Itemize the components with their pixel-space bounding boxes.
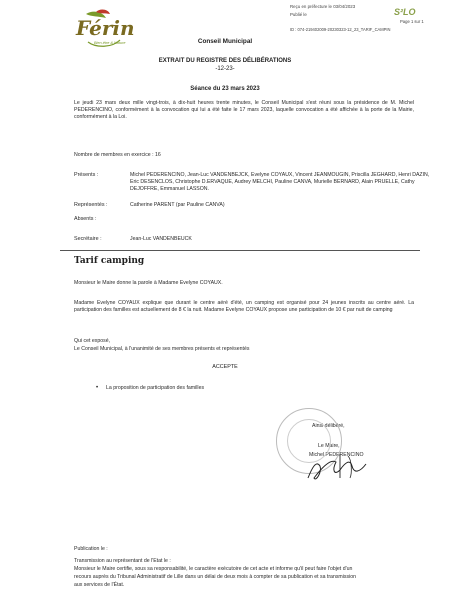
signature-line-2: Le Maire,	[318, 443, 340, 449]
secretary-label: Secrétaire :	[74, 236, 102, 242]
body-paragraph-2: Madame Evelyne COYAUX explique que durant le centre aéré d'été, un camping est organisé pour 24 jeunes inscrits au centre aéré. La participation des familles est actuellement de 8 € la nuit. Madame Evelyne COYAUX propose une participation de 10 € par nuit de camping	[74, 300, 414, 313]
deliberation-number: -12-23-	[215, 66, 235, 72]
decision-bullet: La proposition de participation des familles	[106, 385, 205, 391]
section-divider	[60, 250, 420, 251]
represented-value: Catherine PARENT (par Pauline CANVA)	[130, 202, 225, 208]
publication-label: Publication le :	[74, 546, 108, 552]
council-heading: Conseil Municipal	[197, 38, 253, 45]
body-paragraph-3a: Qui cet exposé,	[74, 338, 111, 344]
slo-logo: S²LO	[394, 7, 416, 17]
stamp-page-line: Page 1 sur 1	[400, 19, 424, 24]
bullet-icon: •	[96, 385, 99, 391]
footer-certification: Monsieur le Maire certifie, sous sa responsabilité, le caractère exécutoire de cet acte et informe qu'il peut faire l'objet d'un	[74, 566, 353, 572]
handwritten-signature	[300, 448, 380, 488]
members-count: Nombre de membres en exercice : 16	[74, 152, 161, 158]
body-paragraph-1: Monsieur le Maire donne la parole à Madame Evelyne COYAUX.	[74, 280, 223, 286]
signature-line-1: Ainsi délibéré,	[312, 423, 345, 429]
present-label: Présents :	[74, 172, 99, 178]
body-paragraph-3b: Le Conseil Municipal, à l'unanimité de ses membres présents et représentés	[74, 346, 250, 352]
prefecture-stamp	[282, 2, 450, 36]
stamp-published-line: Publié le	[290, 12, 307, 17]
footer-services: aux services de l'État.	[74, 582, 125, 588]
register-title: EXTRAIT DU REGISTRE DES DÉLIBÉRATIONS	[158, 58, 292, 64]
absent-label: Absents :	[74, 216, 97, 222]
subject-heading: Tarif camping	[74, 256, 145, 266]
stamp-received-line: Reçu en préfecture le 03/04/2023	[290, 4, 356, 9]
decision-accept: ACCEPTE	[212, 364, 238, 370]
signature-line-3: Michel PEDERENCINO	[309, 452, 364, 458]
stamp-id-line: ID : 074-219402009-20230323-12_23_TARIF_CAMPIN	[290, 27, 391, 32]
ferin-logo	[68, 8, 135, 54]
logo-text: Férin	[76, 16, 135, 40]
session-date: Séance du 23 mars 2023	[190, 86, 260, 92]
represented-label: Représentés :	[74, 202, 108, 208]
secretary-value: Jean-Luc VANDENBEUCK	[130, 236, 192, 242]
present-value: Michel PEDERENCINO, Jean-Luc VANDENBEJCK, Evelyne COYAUX, Vincent JEANMOUGIN, Priscilla JEGHARD, Henri DAZIN, Eric DESENCLOS, Christophe D.ERVAQUE, Audrey MELCHI, Pauline CANVA, Murielle BERNARD, Alain PRUELLE, Cathy DEJOFFRE, Emmanuel LASSON.	[130, 172, 430, 192]
footer-transmission: Transmission au représentant de l'Etat le :	[74, 558, 171, 564]
intro-paragraph: Le jeudi 23 mars deux mille vingt-trois, à dix-huit heures trente minutes, le Conseil Municipal s'est réuni sous la présidence de M. Michel PEDERENCINO, conformément à la convocation qui lui a été faite le 17 mars 2023, laquelle convocation a été affichée à la porte de la Mairie, conformément à la Loi.	[74, 100, 414, 120]
footer-appeal: recours auprès du Tribunal Administratif de Lille dans un délai de deux mois à compter de sa publication et sa transmission	[74, 574, 357, 580]
logo-tagline: Bien-être & Nature	[94, 41, 126, 45]
